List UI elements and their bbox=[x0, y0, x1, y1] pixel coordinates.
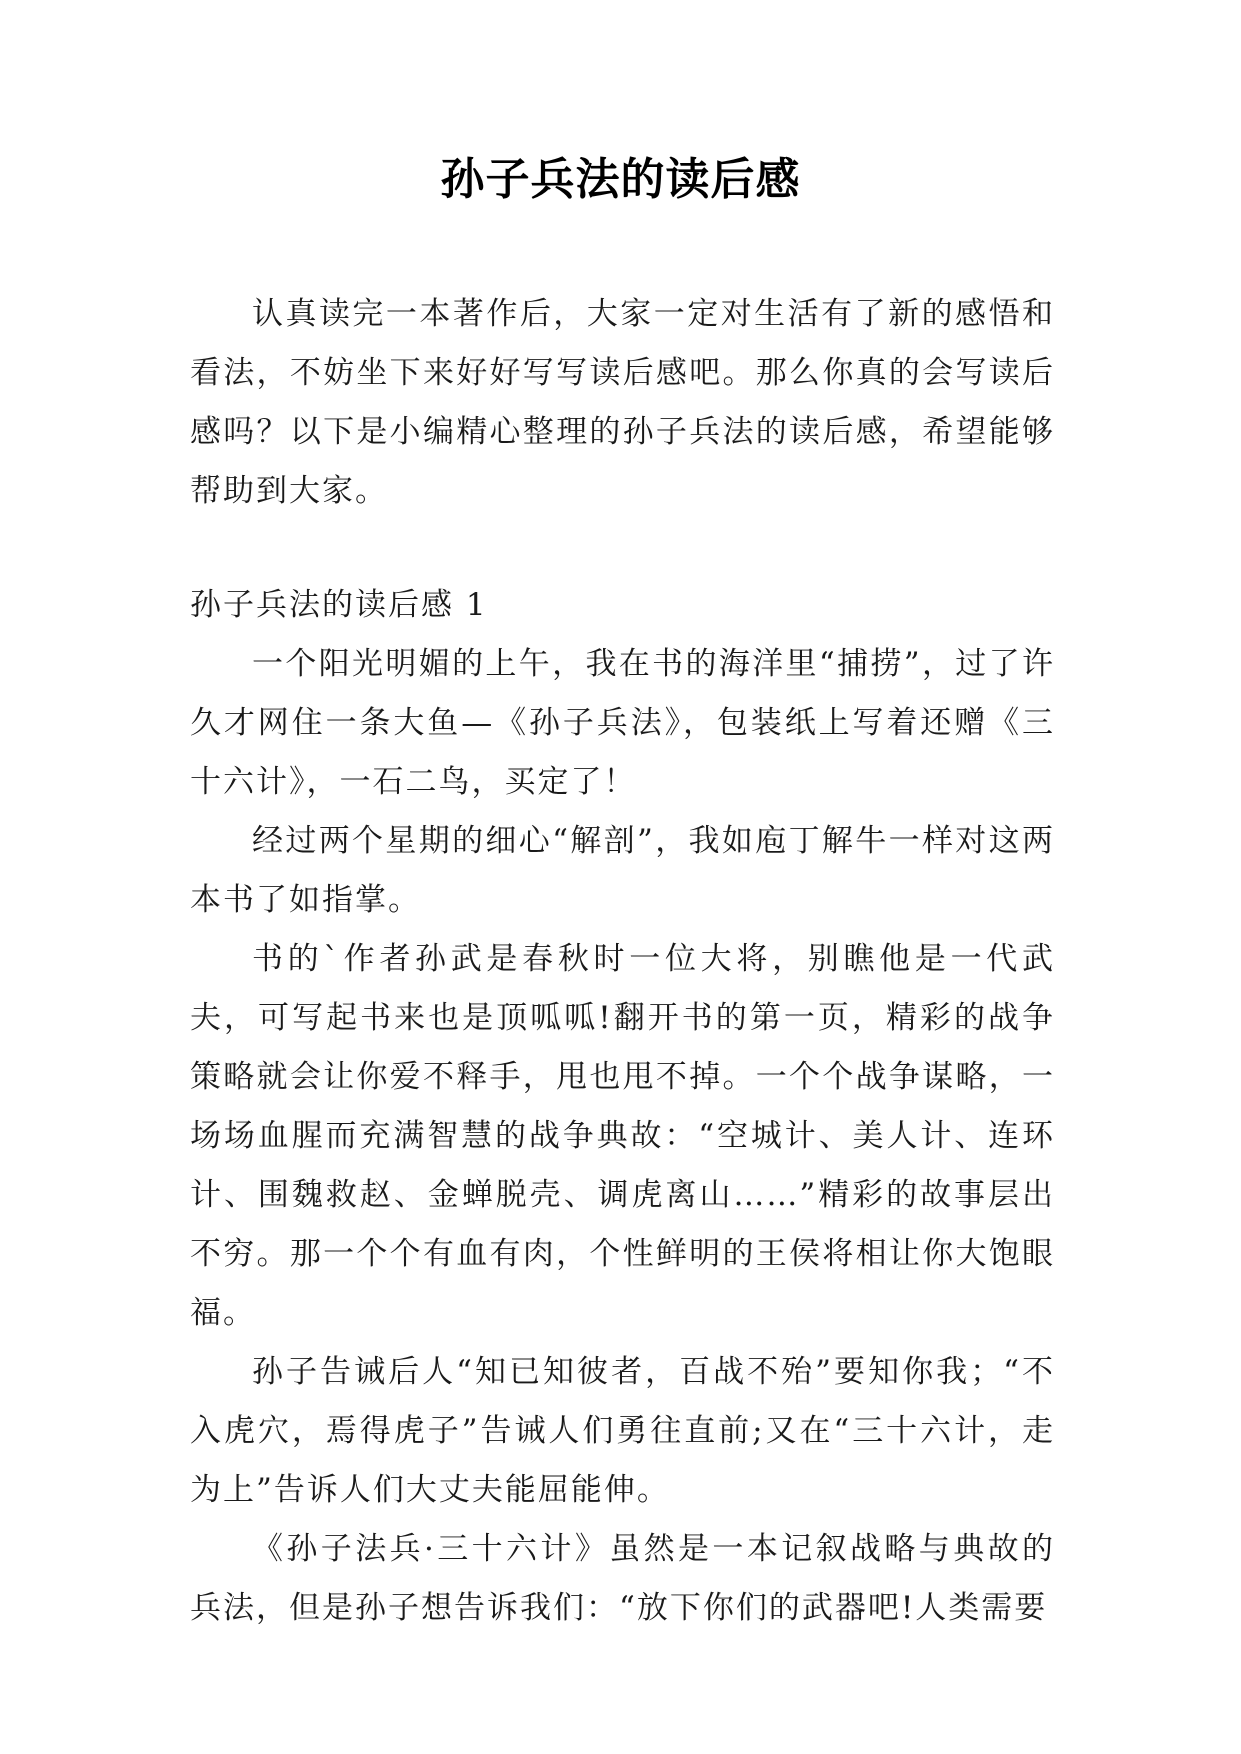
body-paragraph: 经过两个星期的细心“解剖”，我如庖丁解牛一样对这两本书了如指掌。 bbox=[190, 823, 1055, 918]
body-paragraph: 孙子告诫后人“知已知彼者，百战不殆”要知你我；“不入虎穴，焉得虎子”告诫人们勇往直前;又在“三十六计，走为上”告诉人们大丈夫能屈能伸。 bbox=[190, 1354, 1055, 1508]
intro-paragraph: 认真读完一本著作后，大家一定对生活有了新的感悟和看法，不妨坐下来好好写写读后感吧。那么你真的会写读后感吗？以下是小编精心整理的孙子兵法的读后感，希望能够帮助到大家。 bbox=[190, 296, 1055, 509]
body-paragraph: 书的`作者孙武是春秋时一位大将，别瞧他是一代武夫，可写起书来也是顶呱呱!翻开书的第一页，精彩的战争策略就会让你爱不释手，甩也甩不掉。一个个战争谋略，一场场血腥而充满智慧的战争典故：“空城计、美人计、连环计、围魏救赵、金蝉脱壳、调虎离山……”精彩的故事层出不穷。那一个个有血有肉，个性鲜明的王侯将相让你大饱眼福。 bbox=[190, 941, 1055, 1331]
document-title: 孙子兵法的读后感 bbox=[440, 154, 801, 205]
body-paragraph: 一个阳光明媚的上午，我在书的海洋里“捕捞”，过了许久才网住一条大鱼—《孙子兵法》，包装纸上写着还赠《三十六计》，一石二鸟，买定了！ bbox=[190, 646, 1055, 800]
spacer bbox=[190, 521, 1055, 576]
document-body bbox=[190, 285, 1055, 1638]
section-heading: 孙子兵法的读后感 1 bbox=[190, 587, 488, 623]
body-paragraph: 《孙子法兵·三十六计》虽然是一本记叙战略与典故的兵法，但是孙子想告诉我们：“放下你们的武器吧!人类需要 bbox=[190, 1531, 1055, 1626]
